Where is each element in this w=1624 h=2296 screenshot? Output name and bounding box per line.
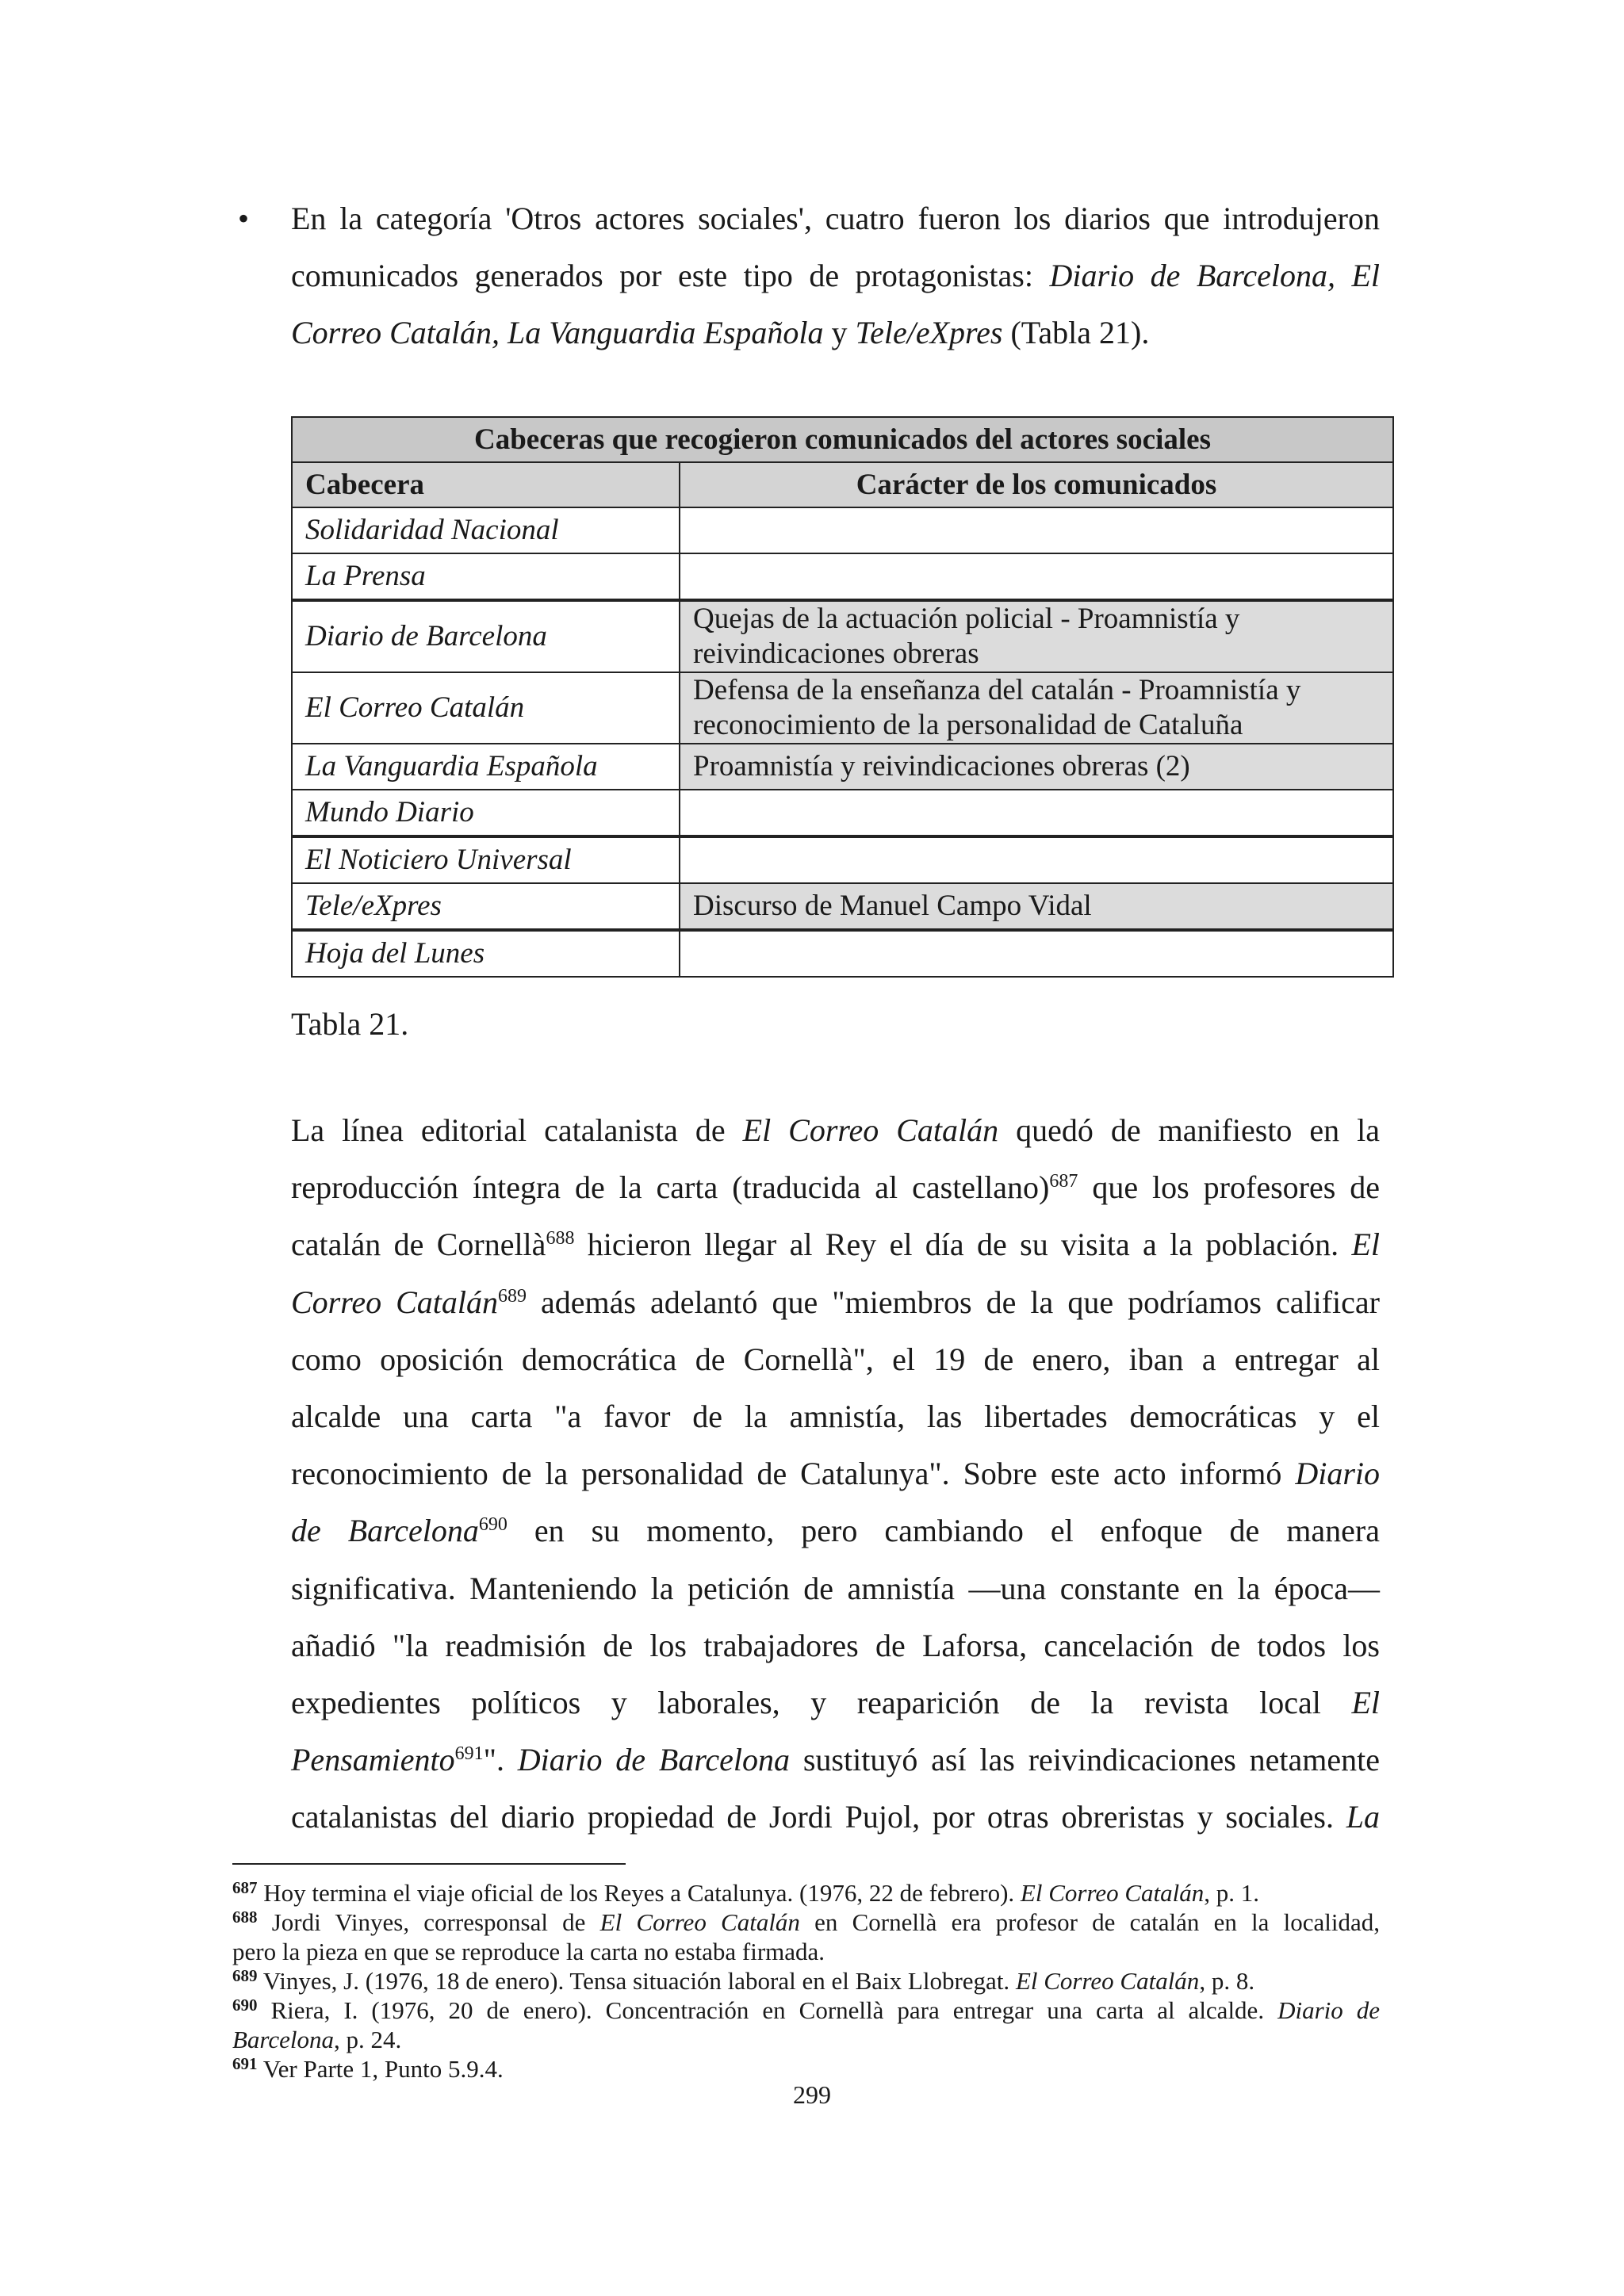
text-run: Ver Parte 1, Punto 5.9.4. <box>257 2055 504 2083</box>
italic-text: Correo Catalán, La Vanguardia Española <box>291 315 824 350</box>
text-run: añadió "la readmisión de los trabajadores de Laforsa, cancelación de todos los <box>291 1627 1380 1663</box>
cabecera-cell: Diario de Barcelona <box>292 600 680 672</box>
paragraph-line <box>291 1216 1380 1273</box>
italic-text: El Correo Catalán <box>1020 1879 1205 1907</box>
caracter-cell <box>680 930 1393 977</box>
italic-text: Diario de Barcelona <box>517 1742 791 1778</box>
footnote-number: 689 <box>232 1966 258 1985</box>
table-title: Cabeceras que recogieron comunicados del actores sociales <box>292 417 1393 462</box>
footnote-line <box>232 1908 1380 1937</box>
italic-text: El Correo Catalán <box>599 1908 800 1936</box>
text-run: significativa. Manteniendo la petición de amnistía —una constante en la época— <box>291 1570 1380 1606</box>
paragraph-line <box>291 1732 1380 1789</box>
text-run: , p. 8. <box>1199 1967 1255 1995</box>
paragraph-line <box>291 1560 1380 1617</box>
text-run: catalanistas del diario propiedad de Jordi Pujol, por otras obreristas y sociales. <box>291 1799 1346 1835</box>
text-run: comunicados generados por este tipo de protagonistas: <box>291 258 1050 293</box>
italic-text: El Correo Catalán <box>742 1112 999 1148</box>
column-header-caracter: Carácter de los comunicados <box>680 462 1393 507</box>
cabecera-cell: El Correo Catalán <box>292 672 680 744</box>
paragraph-line <box>291 1445 1380 1502</box>
table-row <box>292 672 1393 744</box>
table-row <box>292 930 1393 977</box>
footnote-line <box>232 1878 1380 1908</box>
text-run: quedó de manifiesto en la <box>998 1112 1380 1148</box>
table-row <box>292 600 1393 672</box>
page-number: 299 <box>793 2080 831 2109</box>
text-run: como oposición democrática de Cornellà", el 19 de enero, iban a entregar al <box>291 1341 1380 1377</box>
table-row <box>292 744 1393 790</box>
italic-text: de Barcelona <box>291 1513 479 1549</box>
paragraph-line <box>291 1502 1380 1559</box>
caracter-cell <box>680 836 1393 883</box>
italic-text: El <box>1351 1685 1380 1721</box>
paragraph-line <box>291 1617 1380 1674</box>
paragraph-line <box>291 1102 1380 1159</box>
text-run: , p. 1. <box>1204 1879 1260 1907</box>
footnotes <box>232 1878 1380 2084</box>
text-run: expedientes políticos y laborales, y reaparición de la revista local <box>291 1685 1352 1721</box>
paragraph-line <box>291 1789 1380 1846</box>
text-run: Vinyes, J. (1976, 18 de enero). Tensa situación laboral en el Baix Llobregat. <box>257 1967 1016 1995</box>
italic-text: La <box>1346 1799 1380 1835</box>
footnote <box>232 1878 1380 1908</box>
table-caption: Tabla 21. <box>291 1006 409 1042</box>
text-run: En la categoría 'Otros actores sociales', cuatro fueron los diarios que introdujeron <box>291 201 1380 236</box>
footnote-line <box>232 1966 1380 1996</box>
text-run: además adelantó que "miembros de la que podríamos calificar <box>527 1284 1380 1320</box>
caracter-cell: Discurso de Manuel Campo Vidal <box>680 883 1393 930</box>
paragraph-line <box>291 1388 1380 1445</box>
bullet-paragraph <box>291 190 1380 362</box>
table-row <box>292 790 1393 836</box>
bullet-line <box>291 247 1380 304</box>
paragraph-line <box>291 1331 1380 1388</box>
text-run: hicieron llegar al Rey el día de su visita a la población. <box>574 1226 1352 1263</box>
cabecera-cell: El Noticiero Universal <box>292 836 680 883</box>
text-run: Hoy termina el viaje oficial de los Reyes a Catalunya. (1976, 22 de febrero). <box>257 1879 1021 1907</box>
footnote <box>232 1966 1380 1996</box>
text-run: (Tabla 21). <box>1002 315 1150 350</box>
text-run: reconocimiento de la personalidad de Catalunya". Sobre este acto informó <box>291 1456 1296 1492</box>
footnote-line <box>232 2025 1380 2054</box>
caracter-cell: Proamnistía y reivindicaciones obreras (2) <box>680 744 1393 790</box>
footnote-line <box>232 1996 1380 2025</box>
table-body <box>292 507 1393 977</box>
cabecera-cell: Tele/eXpres <box>292 883 680 930</box>
italic-text: Diario de Barcelona, El <box>1049 258 1380 293</box>
italic-text: Barcelona <box>232 2026 334 2053</box>
italic-text: Diario de <box>1277 1996 1380 2024</box>
footnote-line <box>232 1937 1380 1966</box>
table-row <box>292 883 1393 930</box>
text-run: en Cornellà era profesor de catalán en la localidad, <box>799 1908 1380 1936</box>
bullet-line <box>291 304 1380 362</box>
footnote-number: 688 <box>232 1908 258 1927</box>
footnote-ref: 687 <box>1049 1171 1078 1192</box>
bullet-marker: • <box>238 201 250 236</box>
cabeceras-table <box>291 416 1394 978</box>
text-run: pero la pieza en que se reproduce la carta no estaba firmada. <box>232 1938 825 1965</box>
footnote-number: 690 <box>232 1996 258 2015</box>
italic-text: Correo Catalán <box>291 1284 499 1320</box>
text-run: en su momento, pero cambiando el enfoque de manera <box>507 1513 1380 1549</box>
footnote <box>232 1996 1380 2054</box>
paragraph-line <box>291 1674 1380 1732</box>
bullet-line <box>291 190 1380 247</box>
footnote-ref: 688 <box>546 1228 575 1249</box>
cabecera-cell: Hoja del Lunes <box>292 930 680 977</box>
text-run: sustituyó así las reivindicaciones netamente <box>790 1742 1380 1778</box>
footnote <box>232 1908 1380 1966</box>
text-run: ". <box>483 1742 518 1778</box>
body-paragraph <box>291 1102 1380 1846</box>
table-row <box>292 507 1393 553</box>
caracter-cell: Defensa de la enseñanza del catalán - Proamnistía y reconocimiento de la personalidad de Cataluña <box>680 672 1393 744</box>
italic-text: Tele/eXpres <box>855 315 1003 350</box>
text-run: Jordi Vinyes, corresponsal de <box>257 1908 600 1936</box>
column-header-cabecera: Cabecera <box>292 462 680 507</box>
cabecera-cell: Mundo Diario <box>292 790 680 836</box>
paragraph-line <box>291 1159 1380 1216</box>
text-run: catalán de Cornellà <box>291 1226 546 1263</box>
caracter-cell <box>680 790 1393 836</box>
caracter-cell <box>680 553 1393 600</box>
footnote-ref: 689 <box>498 1285 527 1307</box>
text-run: alcalde una carta "a favor de la amnistía, las libertades democráticas y el <box>291 1399 1380 1435</box>
footnote-ref: 690 <box>478 1514 508 1536</box>
table-row <box>292 553 1393 600</box>
paragraph-line <box>291 1274 1380 1331</box>
table-row <box>292 836 1393 883</box>
footnote-divider <box>232 1863 626 1865</box>
text-run: , p. 24. <box>333 2026 402 2053</box>
italic-text: El <box>1351 1226 1381 1263</box>
footnote-ref: 691 <box>454 1743 484 1765</box>
text-run: que los profesores de <box>1078 1169 1380 1206</box>
caracter-cell: Quejas de la actuación policial - Proamnistía y reivindicaciones obreras <box>680 600 1393 672</box>
text-run: reproducción íntegra de la carta (traducida al castellano) <box>291 1169 1050 1206</box>
text-run: Riera, I. (1976, 20 de enero). Concentración en Cornellà para entregar una carta al alcalde. <box>257 1996 1278 2024</box>
caracter-cell <box>680 507 1393 553</box>
cabecera-cell: Solidaridad Nacional <box>292 507 680 553</box>
italic-text: Pensamiento <box>291 1742 455 1778</box>
italic-text: El Correo Catalán <box>1015 1967 1200 1995</box>
cabecera-cell: La Prensa <box>292 553 680 600</box>
text-run: y <box>823 315 856 350</box>
cabecera-cell: La Vanguardia Española <box>292 744 680 790</box>
text-run: La línea editorial catalanista de <box>291 1112 743 1148</box>
italic-text: Diario <box>1295 1456 1380 1492</box>
footnote-number: 691 <box>232 2054 258 2073</box>
footnote-number: 687 <box>232 1878 258 1897</box>
